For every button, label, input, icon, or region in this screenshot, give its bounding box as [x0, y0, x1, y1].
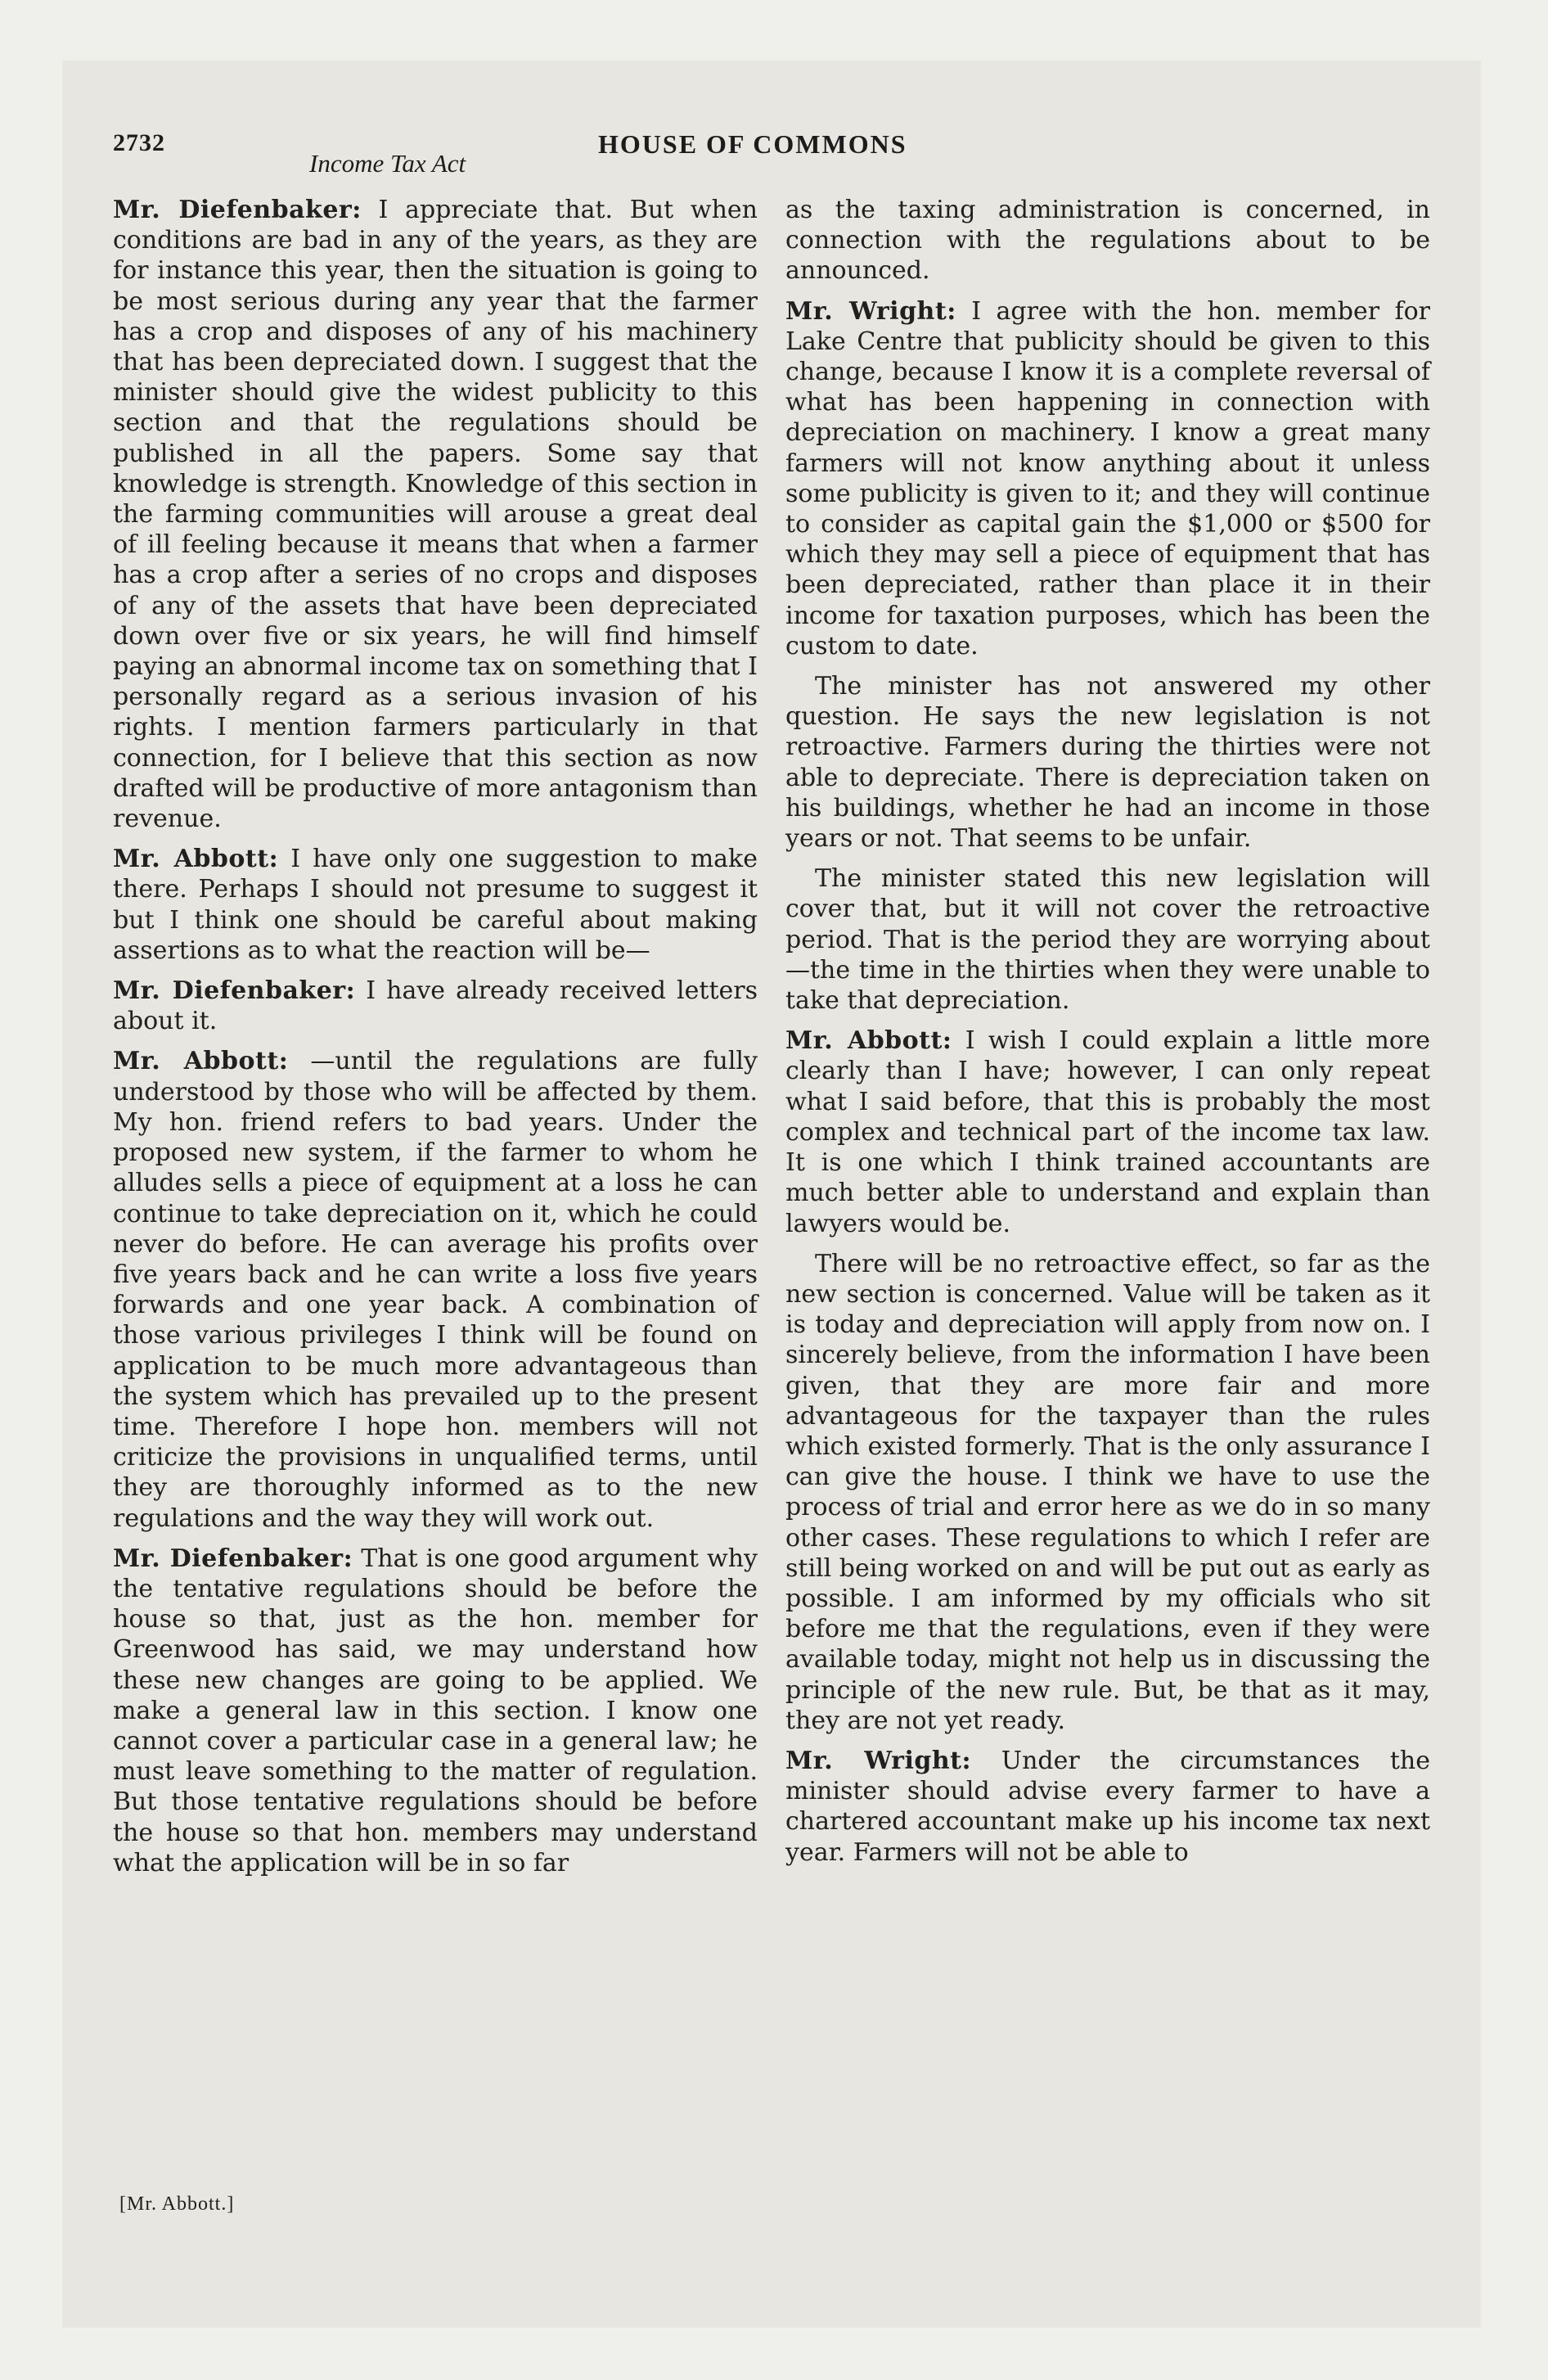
paragraph-text: I agree with the hon. member for Lake Centre that publicity should be given to this change, because I know it is a complete reversal of what has been happening in connection with depreciation on machinery. I know a great many farmers will not know anything about it unless some publicity is given to it; and they will continue to consider as capital gain the $1,000 or $500 for which they may sell a piece of equipment that has been depreciated, rather than place it in their income for taxation purposes, which has been the custom to date. — [785, 296, 1430, 660]
running-head: HOUSE OF COMMONS — [598, 129, 907, 159]
right-column — [785, 195, 1430, 1877]
paragraph-text: as the taxing administration is concerned, in connection with the regulations about to be announced. — [785, 196, 1430, 286]
page-number: 2732 — [113, 129, 165, 156]
left-column — [113, 195, 758, 1888]
paragraph-text: The minister has not answered my other question. He says the new legislation is not retroactive. Farmers during the thirties were not able to depreciate. There is depreciation taken on his buildings, whether he had an income in those years or not. That seems to be unfair. — [785, 672, 1430, 854]
paragraph — [113, 1046, 758, 1533]
speaker-name: Mr. Diefenbaker: — [113, 196, 362, 224]
paragraph — [785, 863, 1430, 1016]
paragraph-text: The minister stated this new legislation will cover that, but it will not cover the retroactive period. That is the period they are worrying about—the time in the thirties when they were unable to take that depreciation. — [785, 864, 1430, 1016]
speaker-name: Mr. Abbott: — [113, 1047, 289, 1076]
paragraph-text: That is one good argument why the tentative regulations should be before the house so that, just as the hon. member for Greenwood has said, we may understand how these new changes are going to be applied. We make a general law in this section. I know one cannot cover a particular case in a general law; he must leave something to the matter of regulation. But those tentative regulations should be before the house so that hon. members may understand what the application will be in so far — [113, 1544, 758, 1877]
paragraph-text: I appreciate that. But when conditions are bad in any of the years, as they are for instance this year, then the situation is going to be most serious during any year that the farmer has a crop and disposes of any of his machinery that has been depreciated down. I suggest that the minister should give the widest publicity to this section and that the regulations should be published in all the papers. Some say that knowledge is strength. Knowledge of this section in the farming communities will arouse a great deal of ill feeling because it means that when a farmer has a crop after a series of no crops and disposes of any of the assets that have been depreciated down over five or six years, he will find himself paying an abnormal income tax on something that I personally regard as a serious invasion of his rights. I mention farmers particularly in that connection, for I believe that this section as now drafted will be productive of more antagonism than revenue. — [113, 196, 758, 834]
paragraph-text: I have only one suggestion to make there. Perhaps I should not presume to suggest it but I think one should be careful about making assertions as to what the reaction will be— — [113, 845, 758, 965]
paragraph — [113, 976, 758, 1036]
paragraph — [785, 296, 1430, 661]
speaker-name: Mr. Wright: — [785, 296, 956, 326]
speaker-name: Mr. Diefenbaker: — [113, 1544, 353, 1573]
paragraph — [785, 1025, 1430, 1238]
paragraph — [113, 844, 758, 966]
speaker-name: Mr. Abbott: — [113, 845, 279, 874]
paragraph — [785, 671, 1430, 854]
subject-heading: Income Tax Act — [309, 149, 466, 178]
paragraph — [113, 1544, 758, 1878]
paragraph-text: —until the regulations are fully understood by those who will be affected by them. My hon. friend refers to bad years. Under the proposed new system, if the farmer to whom he alludes sells a piece of equipment at a loss he can continue to take depreciation on it, which he could never do before. He can average his profits over five years back and he can write a loss five years forwards and one year back. A combination of those various privileges I think will be found on application to be much more advantageous than the system which has prevailed up to the present time. Therefore I hope hon. members will not criticize the provisions in unqualified terms, until they are thoroughly informed as to the new regulations and the way they will work out. — [113, 1047, 758, 1533]
paragraph — [785, 1249, 1430, 1736]
paragraph — [785, 195, 1430, 286]
paragraph-text: I wish I could explain a little more clearly than I have; however, I can only repeat what I said before, that this is probably the most complex and technical part of the income tax law. It is one which I think trained accountants are much better able to understand and explain than lawyers would be. — [785, 1026, 1430, 1238]
paragraph — [785, 1746, 1430, 1868]
paragraph-text: There will be no retroactive effect, so far as the new section is concerned. Value will be taken as it is today and depreciation will apply from now on. I sincerely believe, from the information I have been given, that they are more fair and more advantageous for the taxpayer than the rules which existed formerly. That is the only assurance I can give the house. I think we have to use the process of trial and error here as we do in so many other cases. These regulations to which I refer are still being worked on and will be put out as early as possible. I am informed by my officials who sit before me that the regulations, even if they were available today, might not help us in discussing the principle of the new rule. But, be that as it may, they are not yet ready. — [785, 1249, 1430, 1735]
paragraph — [113, 195, 758, 834]
paragraph-text: Under the circumstances the minister should advise every farmer to have a chartered accountant make up his income tax next year. Farmers will not be able to — [785, 1746, 1430, 1867]
speaker-name: Mr. Abbott: — [785, 1026, 952, 1056]
speaker-name: Mr. Wright: — [785, 1746, 972, 1775]
paragraph-text: I have already received letters about it. — [113, 976, 758, 1036]
speaker-name: Mr. Diefenbaker: — [113, 976, 356, 1006]
speaker-footnote: [Mr. Abbott.] — [119, 2193, 235, 2215]
